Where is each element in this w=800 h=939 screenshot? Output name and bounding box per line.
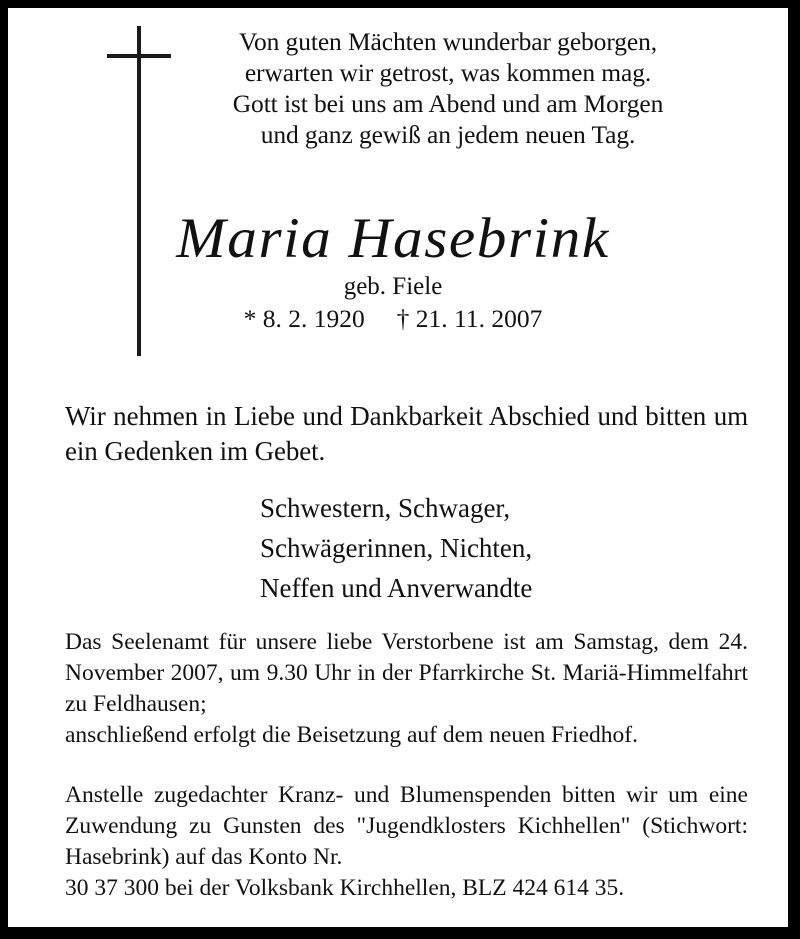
service-details [65, 627, 748, 751]
deceased-name-block [48, 208, 738, 334]
life-dates: * 8. 2. 1920 † 21. 11. 2007 [243, 304, 543, 333]
family-line: Schwägerinnen, Nichten, [260, 533, 533, 563]
verse-line: Gott ist bei uns am Abend und am Morgen [232, 89, 664, 118]
donation-paragraph: Anstelle zugedachter Kranz- und Blumenspenden bitten wir um eine Zuwendung zu Gunsten des "Jugendklosters Kichhellen" (Stichwort: Hasebrink) auf das Konto Nr. [65, 782, 748, 870]
deceased-name: Maria Hasebrink [176, 207, 610, 270]
family-line: Neffen und Anverwandte [260, 573, 533, 603]
farewell-paragraph: Wir nehmen in Liebe und Dankbarkeit Abschied und bitten um ein Gedenken im Gebet. [65, 401, 748, 466]
maiden-name: geb. Fiele [343, 273, 443, 300]
surviving-family-list [260, 488, 720, 608]
service-paragraph: Das Seelenamt für unsere liebe Verstorbene ist am Samstag, dem 24. November 2007, um 9.30 Uhr in der Pfarrkirche St. Mariä-Himmelfahrt zu Feldhausen; [65, 629, 748, 717]
bank-account-line: 30 37 300 bei der Volksbank Kirchhellen, BLZ 424 614 35. [65, 875, 625, 901]
burial-line: anschließend erfolgt die Beisetzung auf dem neuen Friedhof. [65, 722, 638, 748]
memorial-verse [168, 26, 728, 150]
verse-line: Von guten Mächten wunderbar geborgen, [238, 27, 658, 56]
verse-line: erwarten wir getrost, was kommen mag. [244, 58, 652, 87]
family-line: Schwestern, Schwager, [260, 493, 511, 523]
notice-page [8, 8, 788, 927]
verse-line: und ganz gewiß an jedem neuen Tag. [260, 120, 636, 149]
cross-crossbar [107, 54, 171, 58]
donation-request [65, 780, 748, 904]
